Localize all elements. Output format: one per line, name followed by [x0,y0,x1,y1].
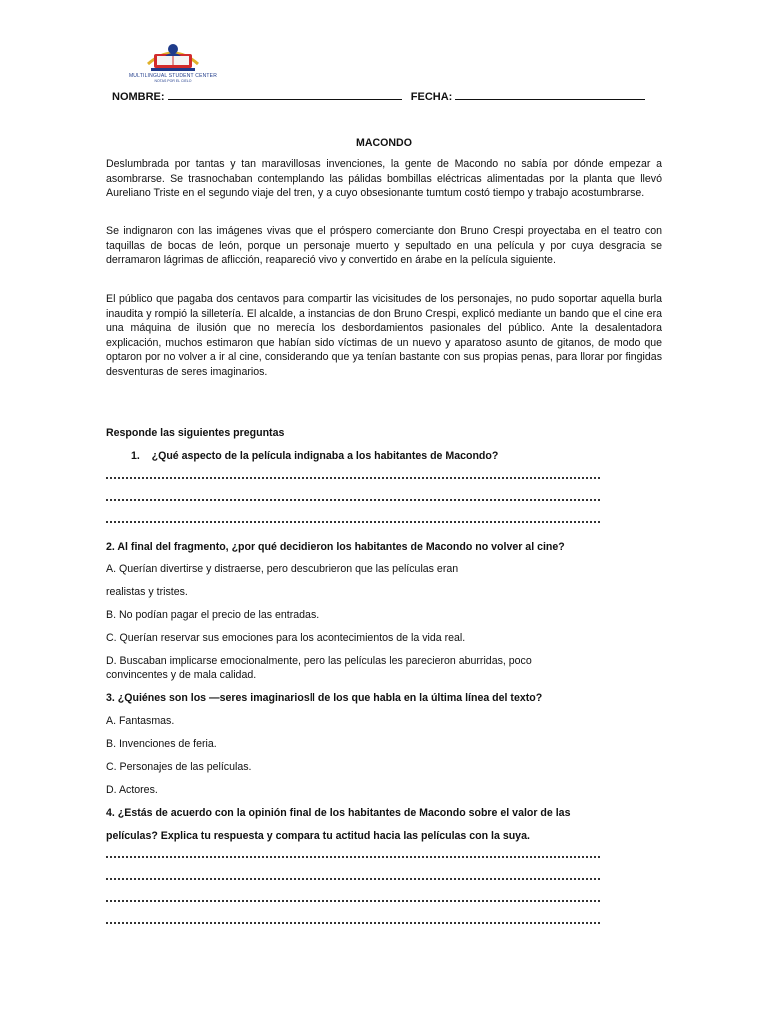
nombre-blank[interactable] [168,90,402,100]
answer-line[interactable] [106,852,600,858]
school-logo [118,40,228,86]
question-3: 3. ¿Quiénes son los ―seres imaginarios‖ de los que habla en la última línea del texto? [106,692,543,704]
question-2-option-a-cont: realistas y tristes. [106,586,188,598]
logo-emblem-icon [118,40,228,74]
logo-tagline: NOTAS POR EL CIELO [154,79,192,83]
header-fields [112,90,672,105]
logo-name: MULTILINGUAL STUDENT CENTER [128,73,218,79]
fecha-label: FECHA: [410,91,453,103]
question-1-number: 1. [131,450,140,462]
question-2-option-a[interactable]: A. Querían divertirse y distraerse, pero descubrieron que las películas eran [106,563,459,575]
answer-line[interactable] [106,495,600,501]
question-2-option-d-cont: convincentes y de mala calidad. [106,669,257,681]
passage-paragraph-1: Deslumbrada por tantas y tan maravillosas invenciones, la gente de Macondo no sabía por dónde empezar a asombrarse. Se trasnochaban contemplando las pálidas bombillas eléctricas alimentadas por la planta que llevó Aureliano Triste en el segundo viaje del tren, y a cuyo obsesionante tumtum costó tiempo y trabajo acostumbrarse. [106,158,662,200]
question-1-text: ¿Qué aspecto de la película indignaba a los habitantes de Macondo? [151,450,499,462]
question-3-option-c[interactable]: C. Personajes de las películas. [106,761,252,773]
instructions: Responde las siguientes preguntas [106,427,285,439]
nombre-label: NOMBRE: [112,91,165,103]
answer-line[interactable] [106,473,600,479]
question-2: 2. Al final del fragmento, ¿por qué decidieron los habitantes de Macondo no volver al cine? [106,541,565,553]
answer-line[interactable] [106,918,600,924]
question-2-option-b[interactable]: B. No podían pagar el precio de las entradas. [106,609,320,621]
passage-paragraph-2: Se indignaron con las imágenes vivas que el próspero comerciante don Bruno Crespi proyectaba en el teatro con taquillas de bocas de león, porque un personaje muerto y sepultado en una película y por cuya desgracia se derramaron lágrimas de aflicción, reapareció vivo y convertido en árabe en la película siguiente. [106,225,662,267]
question-3-option-a[interactable]: A. Fantasmas. [106,715,175,727]
fecha-blank[interactable] [455,90,645,100]
answer-line[interactable] [106,896,600,902]
question-4-cont: películas? Explica tu respuesta y compara tu actitud hacia las películas con la suya. [106,830,530,842]
page-title: MACONDO [356,137,412,149]
question-4: 4. ¿Estás de acuerdo con la opinión final de los habitantes de Macondo sobre el valor de las [106,807,571,819]
answer-line[interactable] [106,517,600,523]
answer-line[interactable] [106,874,600,880]
question-2-option-c[interactable]: C. Querían reservar sus emociones para los acontecimientos de la vida real. [106,632,466,644]
question-2-option-d[interactable]: D. Buscaban implicarse emocionalmente, pero las películas les parecieron aburridas, poco [106,655,532,667]
question-1 [131,449,687,464]
passage-paragraph-3: El público que pagaba dos centavos para compartir las vicisitudes de los personajes, no pudo soportar aquella burla inaudita y rompió la silletería. El alcalde, a instancias de don Bruno Crespi, explicó mediante un bando que el cine era una máquina de ilusión que no merecía los desbordamientos pasionales del público. Ante la desalentadora explicación, muchos estimaron que habían sido víctimas de un nuevo y aparatoso asunto de gitanos, de modo que optaron por no volver a ir al cine, considerando que ya tenían bastante con sus propias penas, para llorar por fingidas desventuras de seres imaginarios. [106,293,662,378]
question-3-option-b[interactable]: B. Invenciones de feria. [106,738,217,750]
question-3-option-d[interactable]: D. Actores. [106,784,158,796]
